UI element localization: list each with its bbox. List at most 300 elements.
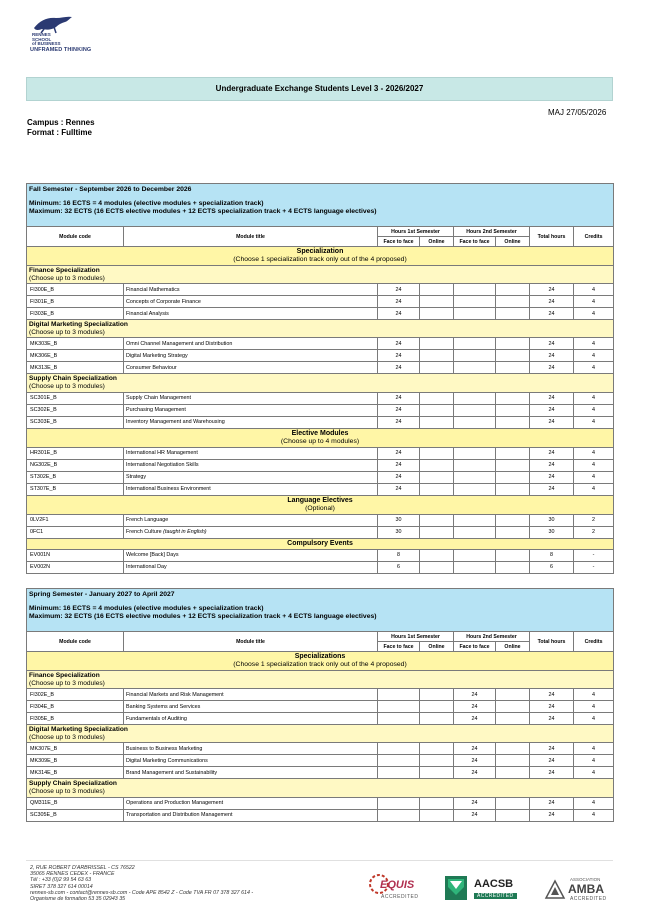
col-module-code: Module code [27,632,124,652]
school-logo [30,14,110,56]
module-title [124,350,378,362]
col-credits: Credits [574,632,614,652]
group-note: (Choose up to 3 modules) [29,328,105,336]
credits: 2 [574,526,614,538]
credits: - [574,561,614,573]
hours-sem2-online [496,350,530,362]
spring-semester-banner [27,589,614,632]
module-code: MK313E_B [27,362,124,374]
credits: 4 [574,701,614,713]
hours-sem1-f2f: 24 [378,338,420,350]
module-title [124,338,378,350]
total-hours: 6 [530,561,574,573]
group-title: Digital Marketing Specialization [29,321,128,329]
hours-sem2-online [496,561,530,573]
section-subtitle: (Choose up to 4 modules) [280,437,360,445]
hours-sem2-f2f [454,549,496,561]
credits: 4 [574,713,614,725]
module-title-text: Business to Business Marketing [126,745,203,752]
hours-sem2-f2f: 24 [454,797,496,809]
events-section [27,538,614,549]
hours-sem2-f2f: 24 [454,701,496,713]
aacsb-shield-icon [444,875,468,901]
module-title-text: French Language [126,517,169,524]
total-hours: 24 [530,797,574,809]
hours-sem2-online [496,514,530,526]
col-sem1-online: Online [420,642,454,652]
module-title-text: Banking Systems and Services [126,703,201,710]
hours-sem2-online [496,447,530,459]
module-code: FI303E_B [27,308,124,320]
hours-sem2-f2f [454,284,496,296]
total-hours: 24 [530,447,574,459]
module-code: HR301E_B [27,447,124,459]
credits: 4 [574,362,614,374]
col-sem1-f2f: Face to face [378,237,420,247]
hours-sem2-f2f: 24 [454,755,496,767]
col-total-hours: Total hours [530,632,574,652]
hours-sem1-online [420,416,454,428]
total-hours: 24 [530,459,574,471]
module-title-text: International Day [126,564,167,571]
module-title-text: Concepts of Corporate Finance [126,298,201,305]
section-subtitle: (Choose 1 specialization track only out of the 4 proposed) [233,661,407,668]
module-title-text: Inventory Management and Warehousing [126,419,225,426]
hours-sem1-online [420,713,454,725]
footer-address [30,865,253,902]
logo-line-1: RENNES [32,32,51,37]
group-header [27,725,614,743]
module-title-text: Financial Mathematics [126,286,180,293]
hours-sem2-online [496,526,530,538]
credits: 4 [574,755,614,767]
module-title [124,447,378,459]
fall-semester-table [26,183,614,574]
module-title [124,797,378,809]
hours-sem1-online [420,392,454,404]
module-title-text: Consumer Behaviour [126,364,177,371]
amba-pre: ASSOCIATION [570,877,601,882]
hours-sem1-online [420,350,454,362]
group-title: Supply Chain Specialization [29,375,117,383]
hours-sem1-online [420,362,454,374]
spring-semester-title: Spring Semester - January 2027 to April 2027 [29,591,175,598]
group-title: Finance Specialization [29,672,100,679]
module-row [27,404,614,416]
hours-sem2-online [496,483,530,495]
credits: 4 [574,416,614,428]
equis-accreditation [368,873,436,905]
fall-semester-banner [27,184,614,227]
credits: 4 [574,296,614,308]
hours-sem2-online [496,308,530,320]
module-title [124,526,378,538]
module-title [124,743,378,755]
total-hours: 24 [530,483,574,495]
hours-sem2-online [496,549,530,561]
section-title: Specializations [294,653,346,660]
hours-sem2-f2f [454,459,496,471]
fall-maximum: Maximum: 32 ECTS (16 ECTS elective modules + 12 ECTS specialization track + 4 ECTS language electives) [29,208,377,215]
spring-header-row [27,632,614,642]
module-code: MK309E_B [27,755,124,767]
hours-sem1-f2f: 24 [378,296,420,308]
module-title [124,701,378,713]
hours-sem1-online [420,701,454,713]
panther-logo-icon [32,14,76,34]
group-note: (Choose up to 3 modules) [29,382,105,390]
hours-sem2-f2f [454,350,496,362]
amba-triangle-icon [544,879,566,901]
hours-sem1-f2f [378,689,420,701]
total-hours: 24 [530,404,574,416]
credits: 4 [574,392,614,404]
module-title-text: Financial Analysis [126,310,169,317]
group-header [27,266,614,284]
module-row [27,471,614,483]
module-row [27,483,614,495]
module-title [124,404,378,416]
section-subtitle: (Choose 1 specialization track only out of the 4 proposed) [233,256,407,263]
address-line: 35065 RENNES CEDEX - FRANCE [30,871,115,878]
hours-sem1-online [420,526,454,538]
section-subtitle: (Optional) [305,504,335,512]
equis-sub: ACCREDITED [381,894,419,900]
module-title [124,755,378,767]
hours-sem2-online [496,809,530,821]
module-code: 0FC1 [27,526,124,538]
total-hours: 24 [530,767,574,779]
hours-sem2-f2f [454,296,496,308]
hours-sem2-f2f [454,561,496,573]
hours-sem2-online [496,284,530,296]
module-title [124,561,378,573]
credits: - [574,549,614,561]
hours-sem2-f2f [454,362,496,374]
total-hours: 24 [530,701,574,713]
hours-sem1-online [420,561,454,573]
hours-sem2-online [496,392,530,404]
hours-sem1-online [420,743,454,755]
hours-sem1-f2f: 30 [378,514,420,526]
module-code: MK314E_B [27,767,124,779]
hours-sem2-f2f [454,483,496,495]
hours-sem2-f2f [454,447,496,459]
specialization-section [27,247,614,266]
hours-sem1-f2f: 30 [378,526,420,538]
hours-sem2-f2f [454,514,496,526]
language-section [27,495,614,514]
hours-sem1-online [420,767,454,779]
hours-sem1-online [420,797,454,809]
section-title: Compulsory Events [287,539,353,547]
module-title-text: Transportation and Distribution Management [126,812,233,819]
module-row [27,284,614,296]
address-line: rennes-sb.com - contact@rennes-sb.com - Code APE 8542 Z - Code TVA FR 07 378 327 614 - [30,889,254,896]
module-row [27,459,614,471]
group-note: (Choose up to 3 modules) [29,733,105,741]
module-code: MK303E_B [27,338,124,350]
amba-label: AMBA [568,882,604,896]
section-title: Specialization [296,248,344,255]
module-code: EV001N [27,549,124,561]
spring-minimum: Minimum: 16 ECTS = 4 modules (elective modules + specialization track) [29,605,264,612]
module-row [27,701,614,713]
address-line: 2, RUE ROBERT D'ARBRISSEL - CS 76522 [30,865,135,871]
hours-sem1-f2f: 24 [378,392,420,404]
module-title-text: International Negotiation Skills [126,462,199,469]
module-title-text: Purchasing Management [126,407,186,414]
hours-sem1-online [420,459,454,471]
module-row [27,447,614,459]
total-hours: 24 [530,296,574,308]
module-code: FI300E_B [27,284,124,296]
fall-semester-title: Fall Semester - September 2026 to December 2026 [29,186,192,193]
hours-sem1-online [420,549,454,561]
address-line: SIRET 378 327 614 00014 [30,883,93,890]
hours-sem1-f2f: 6 [378,561,420,573]
address-line: Tél : +33 (0)2 99 54 63 63 [30,877,92,884]
hours-sem2-online [496,743,530,755]
hours-sem1-f2f [378,755,420,767]
module-code: ST307E_B [27,483,124,495]
module-row [27,308,614,320]
hours-sem2-f2f: 24 [454,713,496,725]
module-row [27,689,614,701]
hours-sem1-f2f: 24 [378,459,420,471]
total-hours: 24 [530,416,574,428]
fall-header-row [27,227,614,237]
total-hours: 24 [530,809,574,821]
module-code: ST302E_B [27,471,124,483]
col-module-title: Module title [124,632,378,652]
total-hours: 24 [530,338,574,350]
module-title [124,809,378,821]
col-module-code: Module code [27,227,124,247]
col-sem2-f2f: Face to face [454,237,496,247]
campus-info [27,118,95,138]
hours-sem2-f2f [454,308,496,320]
module-title [124,459,378,471]
group-header [27,374,614,392]
module-code: FI302E_B [27,689,124,701]
credits: 4 [574,743,614,755]
hours-sem2-f2f [454,471,496,483]
hours-sem1-f2f: 24 [378,350,420,362]
hours-sem2-f2f [454,338,496,350]
credits: 4 [574,483,614,495]
hours-sem2-online [496,471,530,483]
col-sem2-f2f: Face to face [454,642,496,652]
module-title-text: Brand Management and Sustainability [126,769,218,776]
hours-sem2-online [496,701,530,713]
hours-sem1-f2f: 24 [378,284,420,296]
hours-sem2-f2f: 24 [454,809,496,821]
hours-sem2-online [496,689,530,701]
hours-sem1-f2f: 24 [378,308,420,320]
footer-divider [26,860,613,861]
document-title: Undergraduate Exchange Students Level 3 - 2026/2027 [26,77,613,101]
hours-sem2-f2f: 24 [454,689,496,701]
col-hours-sem2: Hours 2nd Semester [454,227,530,237]
total-hours: 30 [530,526,574,538]
hours-sem2-online [496,404,530,416]
col-sem2-online: Online [496,642,530,652]
module-row [27,797,614,809]
hours-sem1-online [420,447,454,459]
hours-sem1-online [420,296,454,308]
total-hours: 8 [530,549,574,561]
hours-sem2-online [496,362,530,374]
hours-sem1-online [420,809,454,821]
specialization-section [27,652,614,671]
hours-sem1-online [420,404,454,416]
module-code: 0LV2F1 [27,514,124,526]
group-note: (Choose up to 3 modules) [29,274,105,282]
module-title [124,392,378,404]
logo-line-2: SCHOOL [32,36,52,42]
hours-sem1-f2f: 24 [378,404,420,416]
hours-sem1-online [420,514,454,526]
credits: 4 [574,404,614,416]
module-code: QM311E_B [27,797,124,809]
hours-sem2-online [496,767,530,779]
credits: 4 [574,471,614,483]
credits: 4 [574,308,614,320]
module-title [124,284,378,296]
group-title: Finance Specialization [29,267,100,274]
hours-sem1-f2f [378,809,420,821]
section-title: Language Electives [287,496,353,504]
hours-sem1-online [420,338,454,350]
hours-sem2-f2f [454,416,496,428]
module-title [124,767,378,779]
hours-sem2-online [496,416,530,428]
credits: 4 [574,689,614,701]
fall-minimum: Minimum: 16 ECTS = 4 modules (elective modules + specialization track) [29,200,264,207]
group-title: Supply Chain Specialization [29,780,117,788]
credits: 4 [574,447,614,459]
module-row [27,416,614,428]
total-hours: 24 [530,713,574,725]
module-code: SC302E_B [27,404,124,416]
hours-sem2-online [496,797,530,809]
module-row [27,514,614,526]
module-row [27,809,614,821]
total-hours: 24 [530,362,574,374]
amba-sub: ACCREDITED [570,896,607,902]
col-sem1-f2f: Face to face [378,642,420,652]
module-title-text: Operations and Production Management [126,800,224,807]
group-title: Digital Marketing Specialization [29,726,128,734]
module-title-text: Digital Marketing Communications [126,757,208,764]
credits: 2 [574,514,614,526]
module-title-text: Supply Chain Management [126,395,192,402]
hours-sem1-f2f [378,701,420,713]
update-date: MAJ 27/05/2026 [548,108,607,117]
module-code: FI304E_B [27,701,124,713]
module-title [124,549,378,561]
hours-sem1-f2f: 8 [378,549,420,561]
module-title-note: (taught in English) [163,529,207,536]
total-hours: 24 [530,743,574,755]
col-sem2-online: Online [496,237,530,247]
col-module-title: Module title [124,227,378,247]
module-row [27,767,614,779]
module-title [124,362,378,374]
hours-sem1-online [420,308,454,320]
hours-sem1-online [420,689,454,701]
aacsb-label: AACSB [474,878,514,890]
hours-sem1-f2f: 24 [378,416,420,428]
module-code: EV002N [27,561,124,573]
module-title [124,296,378,308]
amba-accreditation [544,873,616,905]
total-hours: 24 [530,308,574,320]
hours-sem2-f2f [454,526,496,538]
module-title [124,483,378,495]
credits: 4 [574,767,614,779]
col-hours-sem1: Hours 1st Semester [378,632,454,642]
elective-section [27,428,614,447]
equis-label: EQUIS [380,879,415,891]
module-row [27,338,614,350]
col-sem1-online: Online [420,237,454,247]
module-title [124,689,378,701]
hours-sem2-online [496,459,530,471]
group-header [27,320,614,338]
module-row [27,362,614,374]
hours-sem2-f2f [454,404,496,416]
hours-sem1-f2f [378,743,420,755]
credits: 4 [574,459,614,471]
hours-sem2-online [496,713,530,725]
module-title [124,308,378,320]
module-code: SC305E_B [27,809,124,821]
address-line: Organisme de formation 53 35 02943 35 [30,896,126,903]
credits: 4 [574,809,614,821]
total-hours: 24 [530,284,574,296]
module-code: SC301E_B [27,392,124,404]
module-row [27,755,614,767]
module-code: SC303E_B [27,416,124,428]
total-hours: 24 [530,471,574,483]
credits: 4 [574,350,614,362]
module-code: MK307E_B [27,743,124,755]
credits: 4 [574,338,614,350]
col-total-hours: Total hours [530,227,574,247]
module-row [27,743,614,755]
module-title [124,514,378,526]
col-hours-sem1: Hours 1st Semester [378,227,454,237]
module-title-text: International HR Management [126,450,198,457]
total-hours: 24 [530,689,574,701]
aacsb-sub: ACCREDITED [474,893,517,899]
hours-sem1-f2f: 24 [378,471,420,483]
module-title [124,471,378,483]
credits: 4 [574,797,614,809]
hours-sem1-f2f: 24 [378,483,420,495]
module-row [27,392,614,404]
module-title-text: Fundamentals of Auditing [126,715,187,722]
module-title [124,713,378,725]
module-row [27,549,614,561]
total-hours: 24 [530,350,574,362]
spring-semester-table [26,588,614,822]
group-header [27,779,614,797]
module-code: FI301E_B [27,296,124,308]
format-label: Format : Fulltime [27,128,92,137]
